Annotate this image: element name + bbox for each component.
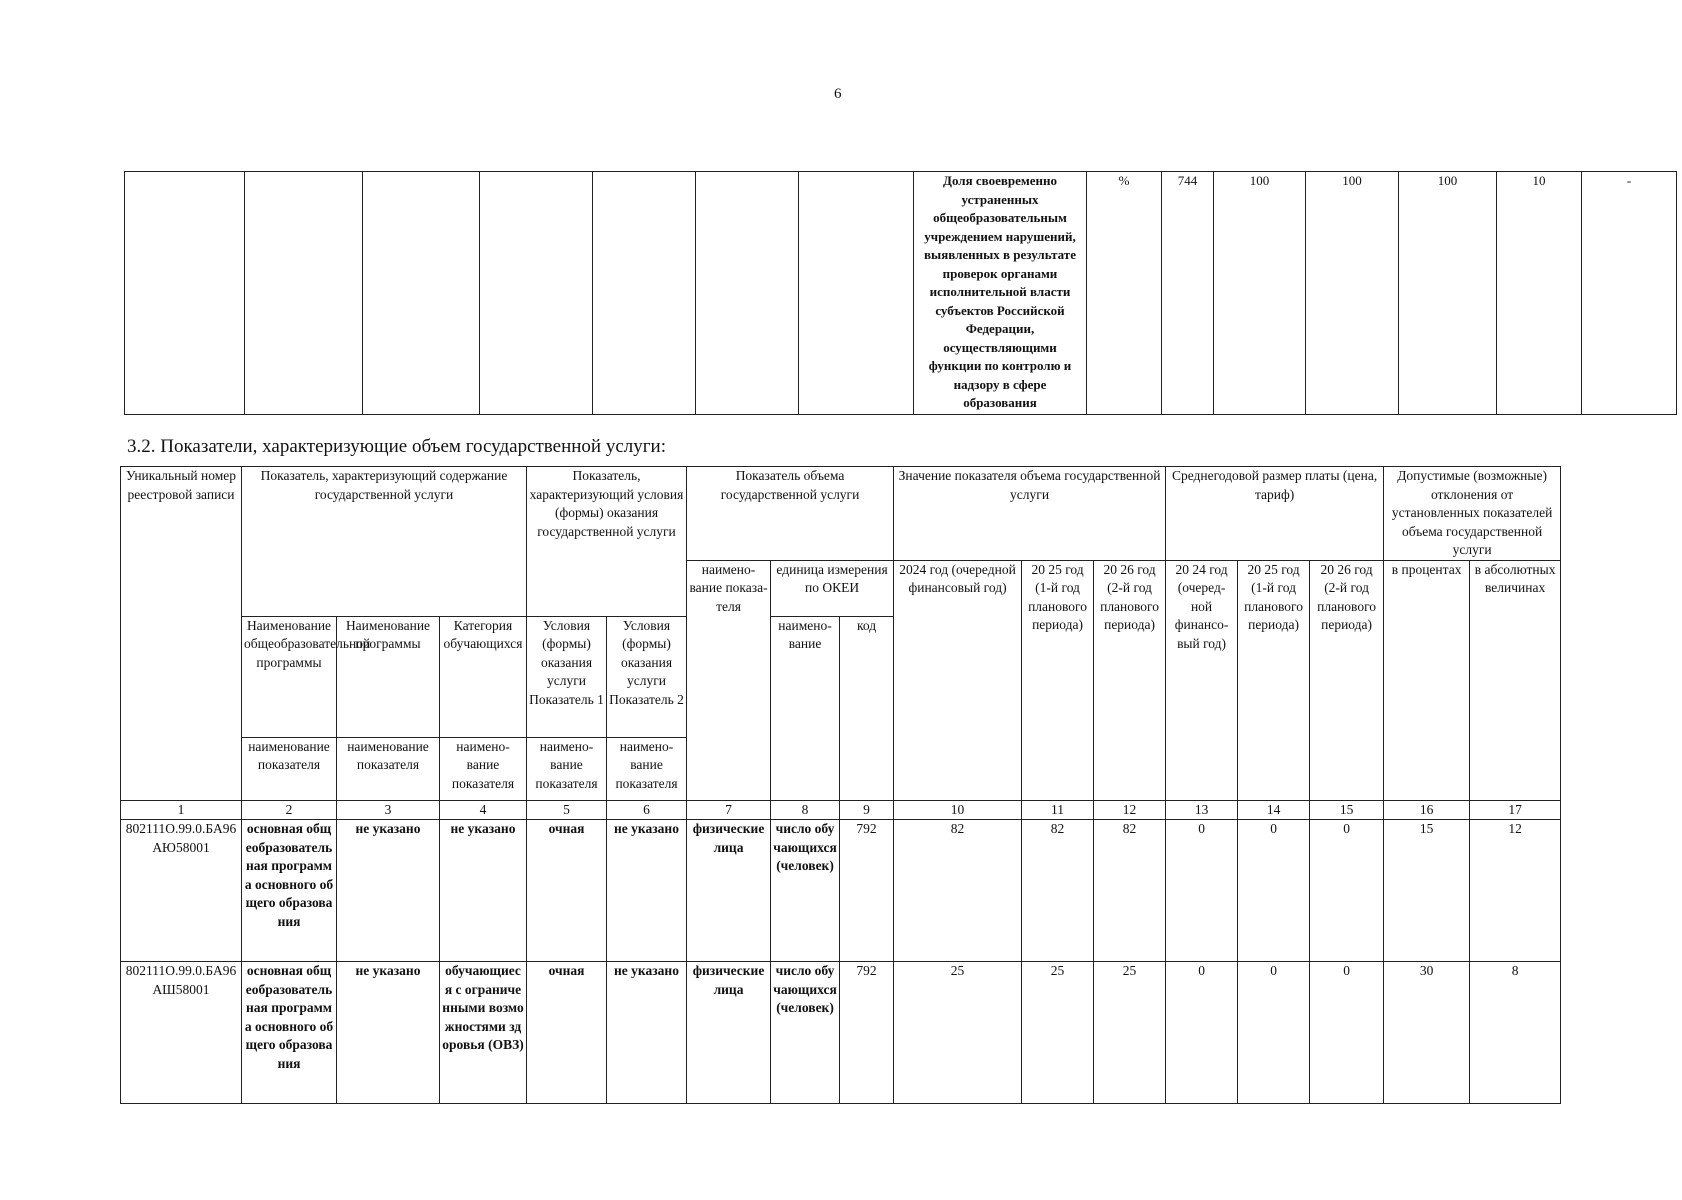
header-value-2024: 2024 год (очередной финансовый год) — [894, 560, 1022, 800]
cell-unit-code: 792 — [840, 962, 894, 1104]
column-number: 15 — [1310, 800, 1384, 820]
cell-fee-2024: 0 — [1166, 962, 1238, 1104]
cell-program: основная общеобразовательная программа основного общего образования — [242, 962, 337, 1104]
column-number: 9 — [840, 800, 894, 820]
cell-fee-2025: 0 — [1238, 962, 1310, 1104]
column-number: 3 — [337, 800, 440, 820]
header-value-2026: 20 26 год (2-й год планового периода) — [1094, 560, 1166, 800]
indicator-code: 744 — [1162, 172, 1214, 415]
cell-volume-name: физические лица — [687, 962, 771, 1104]
cell-fee-2025: 0 — [1238, 820, 1310, 962]
page-number: 6 — [834, 86, 842, 102]
cell-unit-code: 792 — [840, 820, 894, 962]
column-number: 11 — [1022, 800, 1094, 820]
cell-condition-2: не указано — [607, 820, 687, 962]
header-deviation-absolute: в абсолютных величинах — [1470, 560, 1561, 800]
column-number: 13 — [1166, 800, 1238, 820]
column-number: 14 — [1238, 800, 1310, 820]
empty-cell — [593, 172, 696, 415]
cell-volume-name: физические лица — [687, 820, 771, 962]
column-number: 12 — [1094, 800, 1166, 820]
header-registry-number: Уникальный номер реестровой записи — [121, 467, 242, 801]
cell-program-2: не указано — [337, 962, 440, 1104]
header-deviation-group: Допустимые (возможные) отклонения от установленных показателей объема государственной услуги — [1384, 467, 1561, 561]
header-indicator-name: наимено-вание показателя — [440, 737, 527, 800]
column-number: 2 — [242, 800, 337, 820]
header-indicator-name: наимено-вание показателя — [527, 737, 607, 800]
header-volume-group: Показатель объема государственной услуги — [687, 467, 894, 561]
column-number: 17 — [1470, 800, 1561, 820]
header-value-2025: 20 25 год (1-й год планового периода) — [1022, 560, 1094, 800]
table-row — [121, 962, 1561, 1104]
indicator-unit: % — [1087, 172, 1162, 415]
column-number: 6 — [607, 800, 687, 820]
cell-unit-name: число обучающихся (человек) — [771, 820, 840, 962]
empty-cell — [799, 172, 914, 415]
cell-condition-1: очная — [527, 962, 607, 1104]
cell-category: не указано — [440, 820, 527, 962]
indicator-value-2026: 100 — [1399, 172, 1497, 415]
column-number: 8 — [771, 800, 840, 820]
header-fee-2025: 20 25 год (1-й год планового периода) — [1238, 560, 1310, 800]
section-title: 3.2. Показатели, характеризующие объем государственной услуги: — [127, 436, 667, 457]
quality-indicators-table-continued — [124, 171, 1677, 415]
table-row — [121, 820, 1561, 962]
cell-fee-2024: 0 — [1166, 820, 1238, 962]
cell-fee-2026: 0 — [1310, 962, 1384, 1104]
cell-value-2026: 82 — [1094, 820, 1166, 962]
column-number: 7 — [687, 800, 771, 820]
header-indicator-name: наимено-вание показателя — [607, 737, 687, 800]
cell-deviation-percent: 15 — [1384, 820, 1470, 962]
header-value-group: Значение показателя объема государственной услуги — [894, 467, 1166, 561]
header-volume-indicator-name: наимено-вание показа-теля — [687, 560, 771, 800]
cell-registry: 802111О.99.0.БА96АЮ58001 — [121, 820, 242, 962]
cell-value-2025: 82 — [1022, 820, 1094, 962]
empty-cell — [696, 172, 799, 415]
cell-condition-1: очная — [527, 820, 607, 962]
cell-value-2024: 82 — [894, 820, 1022, 962]
cell-deviation-absolute: 8 — [1470, 962, 1561, 1104]
cell-deviation-percent: 30 — [1384, 962, 1470, 1104]
volume-indicators-table — [120, 466, 1561, 1104]
cell-value-2026: 25 — [1094, 962, 1166, 1104]
column-number: 4 — [440, 800, 527, 820]
header-fee-2024: 20 24 год (очеред-ной финансо-вый год) — [1166, 560, 1238, 800]
cell-condition-2: не указано — [607, 962, 687, 1104]
empty-cell — [480, 172, 593, 415]
header-content-group: Показатель, характеризующий содержание государственной услуги — [242, 467, 527, 617]
indicator-deviation-absolute: - — [1582, 172, 1677, 415]
column-number: 5 — [527, 800, 607, 820]
indicator-value-2025: 100 — [1306, 172, 1399, 415]
header-fee-group: Среднегодовой размер платы (цена, тариф) — [1166, 467, 1384, 561]
header-deviation-percent: в процентах — [1384, 560, 1470, 800]
header-program-name: Наименование общеобразовательной программы — [242, 616, 337, 737]
column-number: 1 — [121, 800, 242, 820]
indicator-name: Доля своевременно устраненных общеобразовательным учреждением нарушений, выявленных в результате проверок органами исполнительной власти субъектов Российской Федерации, осуществляющими функции по контролю и надзору в сфере образования — [914, 172, 1087, 415]
header-program: Наименование программы — [337, 616, 440, 737]
cell-program: основная общеобразовательная программа основного общего образования — [242, 820, 337, 962]
cell-program-2: не указано — [337, 820, 440, 962]
indicator-deviation-percent: 10 — [1497, 172, 1582, 415]
column-number: 16 — [1384, 800, 1470, 820]
header-unit-okei: единица измерения по ОКЕИ — [771, 560, 894, 616]
empty-cell — [363, 172, 480, 415]
empty-cell — [245, 172, 363, 415]
cell-fee-2026: 0 — [1310, 820, 1384, 962]
cell-registry: 802111О.99.0.БА96АШ58001 — [121, 962, 242, 1104]
indicator-value-2024: 100 — [1214, 172, 1306, 415]
header-unit-code: код — [840, 616, 894, 800]
header-condition-2: Условия (формы) оказания услуги Показатель 2 — [607, 616, 687, 737]
cell-category: обучающиеся с ограниченными возможностями здоровья (ОВЗ) — [440, 962, 527, 1104]
header-indicator-name: наименование показателя — [337, 737, 440, 800]
header-condition-1: Условия (формы) оказания услуги Показатель 1 — [527, 616, 607, 737]
column-number: 10 — [894, 800, 1022, 820]
header-category: Категория обучающихся — [440, 616, 527, 737]
empty-cell — [125, 172, 245, 415]
cell-unit-name: число обучающихся (человек) — [771, 962, 840, 1104]
header-conditions-group: Показатель, характеризующий условия (формы) оказания государственной услуги — [527, 467, 687, 617]
header-unit-name: наимено-вание — [771, 616, 840, 800]
cell-deviation-absolute: 12 — [1470, 820, 1561, 962]
header-indicator-name: наименование показателя — [242, 737, 337, 800]
cell-value-2024: 25 — [894, 962, 1022, 1104]
header-fee-2026: 20 26 год (2-й год планового периода) — [1310, 560, 1384, 800]
cell-value-2025: 25 — [1022, 962, 1094, 1104]
